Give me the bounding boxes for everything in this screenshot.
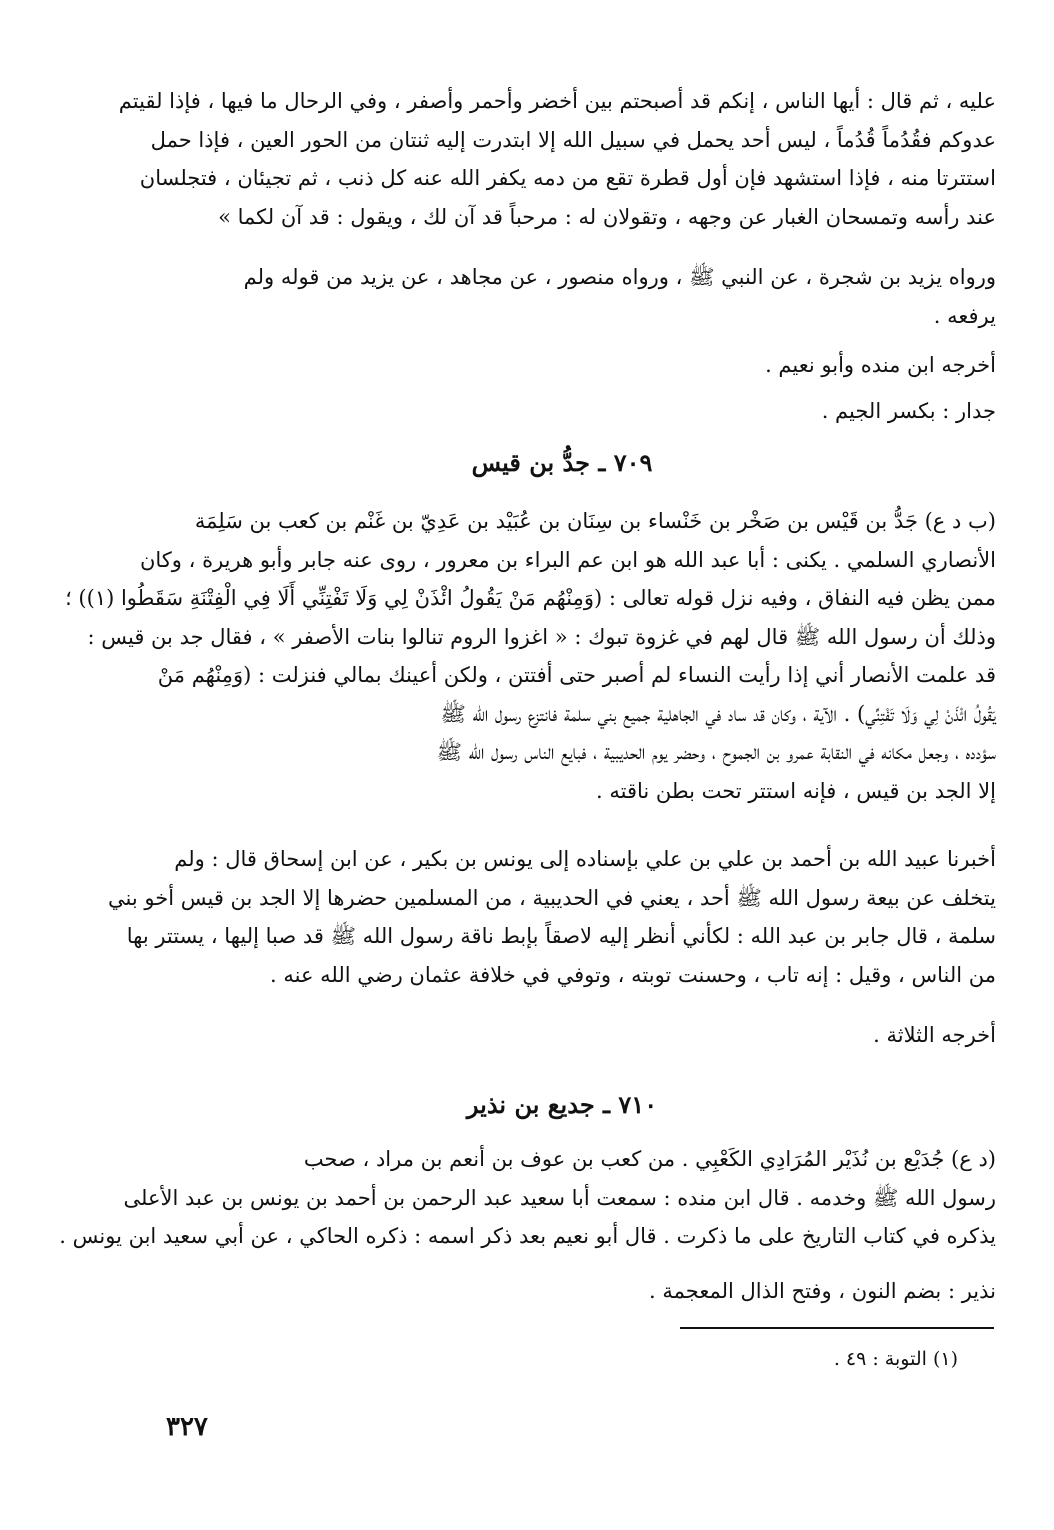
text-line: يَقُولُ ائْذَنْ لِي وَلَا تَفْتِنِّي) . الآية ، وكان قد ساد في الجاهلية جميع بني سلمة فانتزع رسول الله ﷺ	[440, 701, 996, 726]
paragraph-7	[128, 1016, 996, 1055]
text-line: أخبرنا عبيد الله بن أحمد بن علي بن علي بإسناده إلى يونس بن بكير ، عن ابن إسحاق قال : ولم	[174, 847, 996, 871]
text-line: يرفعه .	[933, 303, 996, 328]
text-line: سؤدده ، وجعل مكانه في النقابة عمرو بن الجموح ، وحضر يوم الحديبية ، فبايع الناس رسول الله ﷺ	[436, 740, 996, 764]
text-line: يتخلف عن بيعة رسول الله ﷺ أحد ، يعني في الحديبية ، من المسلمين حضرها إلا الجد بن قيس أخو بني	[108, 885, 996, 910]
paragraph-3	[128, 346, 996, 385]
text-line: من الناس ، وقيل : إنه تاب ، وحسنت توبته ، وتوفي في خلافة عثمان رضي الله عنه .	[270, 962, 996, 987]
paragraph-9	[128, 1272, 996, 1311]
text-line: سلمة ، قال جابر بن عبد الله : لكأني أنظر إليه لاصقاً بإبط ناقة رسول الله ﷺ قد صبا إليها ، يستتر بها	[126, 924, 996, 948]
text-line: جدار : بكسر الجيم .	[821, 399, 996, 423]
text-line: عند رأسه وتمسحان الغبار عن وجهه ، وتقولان له : مرحباً قد آن لك ، ويقول : قد آن لكما »	[218, 204, 996, 229]
paragraph-6	[108, 840, 996, 994]
page-number: ٣٢٧	[166, 1412, 208, 1442]
entry-heading-709: ٧٠٩ ـ جدُّ بن قيس	[471, 448, 653, 477]
text-line: عليه ، ثم قال : أيها الناس ، إنكم قد أصبحتم بين أخضر وأحمر وأصفر ، وفي الرحال ما فيها ، فإذا لقيتم	[118, 89, 996, 113]
text-line: (د ع) جُدَيْع بن نُذَيْر المُرَادِي الكَعْبِي . من كعب بن عوف بن أنعم بن مراد ، صحب	[303, 1147, 996, 1171]
text-line: ممن يظن فيه النفاق ، وفيه نزل قوله تعالى : (وَمِنْهُم مَنْ يَقُولُ ائْذَنْ لِي وَلَا تَفْتِنِّي أَلَا فِي الْفِتْنَةِ سَقَطُوا (١)) ؛	[65, 586, 996, 610]
text-line: وذلك أن رسول الله ﷺ قال لهم في غزوة تبوك : « اغزوا الروم تنالوا بنات الأصفر » ، فقال جد بن قيس :	[87, 624, 996, 649]
text-line: قد علمت الأنصار أني إذا رأيت النساء لم أصبر حتى أفتتن ، ولكن أعينك بمالي فنزلت : (وَمِنْهُم مَنْ	[157, 663, 996, 687]
footnote-divider	[680, 1327, 994, 1329]
text-line: أخرجه الثلاثة .	[873, 1023, 996, 1047]
text-line: استترتا منه ، فإذا استشهد فإن أول قطرة تقع من دمه يكفر الله عنه كل ذنب ، ثم تجيئان ، فتجلسان	[139, 166, 996, 190]
text-line: رسول الله ﷺ وخدمه . قال ابن منده : سمعت أبا سعيد عبد الرحمن بن أحمد بن يونس بن عبد الأعلى	[123, 1185, 996, 1210]
paragraph-5	[65, 502, 996, 810]
text-line: (ب د ع) جَدُّ بن قَيْس بن صَخْر بن خَنْساء بن سِنَان بن عُبَيْد بن عَدِيّ بن غَنْم بن كعب بن سَلِمَة	[194, 509, 996, 533]
text-line: إلا الجد بن قيس ، فإنه استتر تحت بطن ناقته .	[596, 778, 996, 803]
entry-heading-710: ٧١٠ ـ جديع بن نذير	[466, 1090, 658, 1119]
text-line: الأنصاري السلمي . يكنى : أبا عبد الله هو ابن عم البراء بن معرور ، روى عنه جابر وأبو هريرة ، وكان	[139, 547, 996, 572]
footnote: (١) التوبة : ٤٩ .	[833, 1348, 958, 1370]
text-line: ورواه يزيد بن شجرة ، عن النبي ﷺ ، ورواه منصور ، عن مجاهد ، عن يزيد من قوله ولم	[243, 265, 996, 289]
paragraph-1	[118, 82, 996, 236]
text-line: عدوكم فقُدُماً قُدُماً ، ليس أحد يحمل في سبيل الله إلا ابتدرت إليه ثنتان من الحور العين ، فإذا حمل	[150, 127, 996, 152]
text-line: يذكره في كتاب التاريخ على ما ذكرت . قال أبو نعيم بعد ذكر اسمه : ذكره الحاكي ، عن أبي سعيد ابن يونس .	[59, 1224, 996, 1248]
text-line: أخرجه ابن منده وأبو نعيم .	[765, 353, 996, 377]
text-line: نذير : بضم النون ، وفتح الذال المعجمة .	[649, 1279, 996, 1303]
paragraph-4	[128, 392, 996, 431]
paragraph-2	[128, 258, 996, 335]
paragraph-8	[59, 1140, 996, 1256]
